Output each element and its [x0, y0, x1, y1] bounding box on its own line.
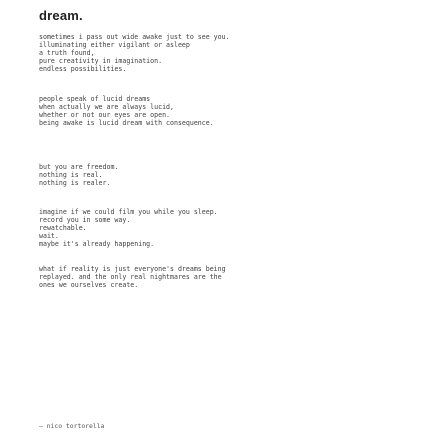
stanza-3: [39, 163, 409, 187]
poem-line: ones we ourselves create.: [39, 281, 139, 289]
poem-line: pure creativity in imagination.: [39, 57, 163, 65]
author-signature: — nico tortorella: [39, 422, 105, 430]
poem-line: endless possibilities.: [39, 65, 127, 73]
poem-line: record you in some way.: [39, 216, 131, 224]
poem-line: imagine if we could film you while you sleep.: [39, 208, 218, 216]
poem-line: rewatchable.: [39, 224, 87, 232]
poem-line: when actually we are always lucid,: [39, 103, 174, 111]
poem-line: nothing is real.: [39, 171, 103, 179]
poem-line: replayed. and the only real nightmares are the: [39, 273, 222, 281]
stanza-4: [39, 208, 409, 248]
poem-line: maybe it's already happening.: [39, 240, 155, 248]
stanza-2: [39, 95, 409, 127]
poem-line: but you are freedom.: [39, 163, 119, 171]
poem-line: wait.: [39, 232, 59, 240]
poem-line: sometimes i pass out wide awake just to see you.: [39, 33, 230, 41]
poem-line: a truth found,: [39, 49, 95, 57]
poem-title: dream.: [39, 8, 83, 23]
poem-line: being awake is lucid dream with consequence.: [39, 119, 214, 127]
stanza-1: [39, 33, 409, 73]
poem-line: nothing is realer.: [39, 179, 111, 187]
poem-line: what if reality is just everyone's dreams being: [39, 265, 226, 273]
stanza-5: [39, 265, 409, 289]
poem-line: people speak of lucid dreams: [39, 95, 151, 103]
poem-line: whether or not our eyes are open.: [39, 111, 171, 119]
poem-line: illuminating either vigilant or asleep: [39, 41, 190, 49]
